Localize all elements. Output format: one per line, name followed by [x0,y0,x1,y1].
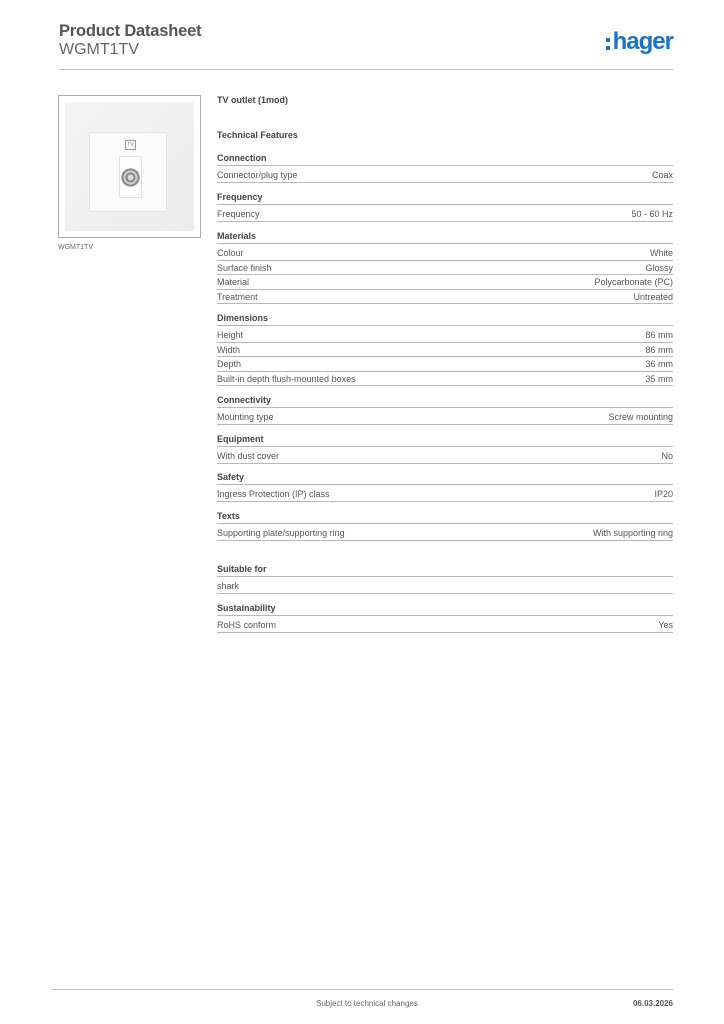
spec-row [217,526,673,541]
spec-label: Built-in depth flush-mounted boxes [217,373,356,384]
image-caption: WGMT1TV [58,244,93,251]
section-heading: Dimensions [217,313,673,326]
spec-row [217,579,673,594]
section-heading: Suitable for [217,564,673,577]
cover-plate [65,102,194,231]
page-title: Product Datasheet [59,22,202,40]
spec-row [217,343,673,358]
spec-row [217,290,673,305]
product-name: TV outlet (1mod) [217,95,288,105]
spec-value: IP20 [654,489,673,499]
outlet-insert [89,132,167,212]
features-heading: Technical Features [217,130,298,140]
spec-value: Yes [658,620,673,630]
spec-value: White [649,248,673,258]
coax-socket-icon [121,168,140,187]
spec-value: 86 mm [645,330,673,340]
spec-row [217,618,673,633]
spec-value: 50 - 60 Hz [631,209,673,219]
spec-row [217,357,673,372]
section-heading: Frequency [217,192,673,205]
spec-row [217,246,673,261]
hager-logo [606,28,673,54]
coax-connector [119,156,142,198]
spec-row [217,207,673,222]
spec-label: Supporting plate/supporting ring [217,528,345,538]
product-code: WGMT1TV [59,41,139,58]
tv-icon: TV [125,140,136,150]
spec-label: shark [217,581,240,591]
spec-label: RoHS conform [217,620,277,630]
product-image [58,95,201,238]
spec-label: Height [217,330,244,340]
page-header [59,22,673,70]
spec-row [217,487,673,502]
spec-label: Frequency [217,209,260,219]
spec-row [217,168,673,183]
spec-value: No [661,451,673,461]
logo-dots-icon [606,38,610,50]
section-heading: Sustainability [217,603,673,616]
footer-note: Subject to technical changes [316,999,418,1008]
spec-value: Coax [651,170,673,180]
spec-value: Screw mounting [608,412,673,422]
section-heading: Materials [217,231,673,244]
spec-value: With supporting ring [592,528,673,538]
spec-label: Surface finish [217,262,272,273]
spec-value: 36 mm [645,359,673,369]
spec-label: Connector/plug type [217,170,298,180]
spec-label: With dust cover [217,451,280,461]
spec-label: Depth [217,359,242,369]
spec-row [217,372,673,387]
spec-row [217,449,673,464]
section-heading: Equipment [217,434,673,447]
spec-value: 86 mm [645,344,673,355]
section-heading: Safety [217,472,673,485]
spec-label: Width [217,344,241,355]
section-heading: Connection [217,153,673,166]
spec-value: Polycarbonate (PC) [594,277,673,287]
footer-date: 06.03.2026 [632,999,673,1008]
section-heading: Connectivity [217,395,673,408]
spec-value: Untreated [633,291,673,302]
page-footer [52,989,673,1019]
spec-label: Ingress Protection (IP) class [217,489,330,499]
spec-label: Mounting type [217,412,274,422]
spec-value: 35 mm [645,373,673,384]
spec-label: Material [217,277,250,287]
spec-row [217,410,673,425]
spec-row [217,261,673,276]
logo-text: hager [612,28,673,55]
spec-label: Treatment [217,291,258,302]
spec-value: Glossy [645,262,673,273]
spec-row [217,275,673,290]
spec-row [217,328,673,343]
spec-label: Colour [217,248,244,258]
section-heading: Texts [217,511,673,524]
